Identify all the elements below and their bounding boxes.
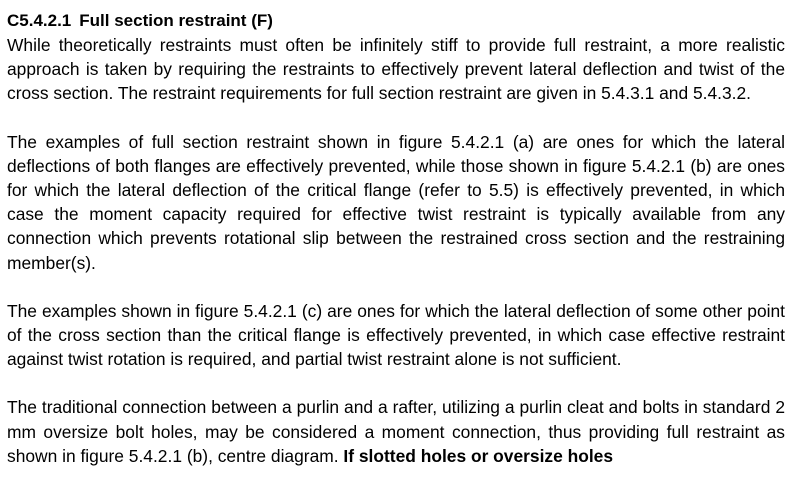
paragraph-4-text: The traditional connection between a purlin and a rafter, utilizing a purlin cleat and bolts in standard 2 mm oversize bolt holes, may be considered a moment connection, thus providing full restraint as shown in figure 5.4.2.1 (b), centre diagram. <box>7 397 785 466</box>
section-title: Full section restraint (F) <box>79 11 273 30</box>
paragraph-2: The examples of full section restraint shown in figure 5.4.2.1 (a) are ones for which the lateral deflections of both flanges are effectively prevented, while those shown in figure 5.4.2.1 (b) are ones for which the lateral deflection of the critical flange (refer to 5.5) is effectively prevented, in which case the moment capacity required for effective twist restraint is typically available from any connection which prevents rotational slip between the restrained cross section and the restraining member(s). <box>7 131 785 273</box>
section-number: C5.4.2.1 <box>7 11 72 30</box>
paragraph-4 <box>7 395 785 468</box>
document-page <box>7 9 785 492</box>
section-heading <box>7 9 785 33</box>
paragraph-4-bold-text: If slotted holes or oversize holes <box>343 445 614 466</box>
paragraph-1: While theoretically restraints must often be infinitely stiff to provide full restraint, a more realistic approach is taken by requiring the restraints to effectively prevent lateral deflection and twist of the cross section. The restraint requirements for full section restraint are given in 5.4.3.1 and 5.4.3.2. <box>7 35 785 104</box>
paragraph-3: The examples shown in figure 5.4.2.1 (c) are ones for which the lateral deflection of some other point of the cross section than the critical flange is effectively prevented, in which case effective restraint against twist rotation is required, and partial twist restraint alone is not sufficient. <box>7 300 785 370</box>
